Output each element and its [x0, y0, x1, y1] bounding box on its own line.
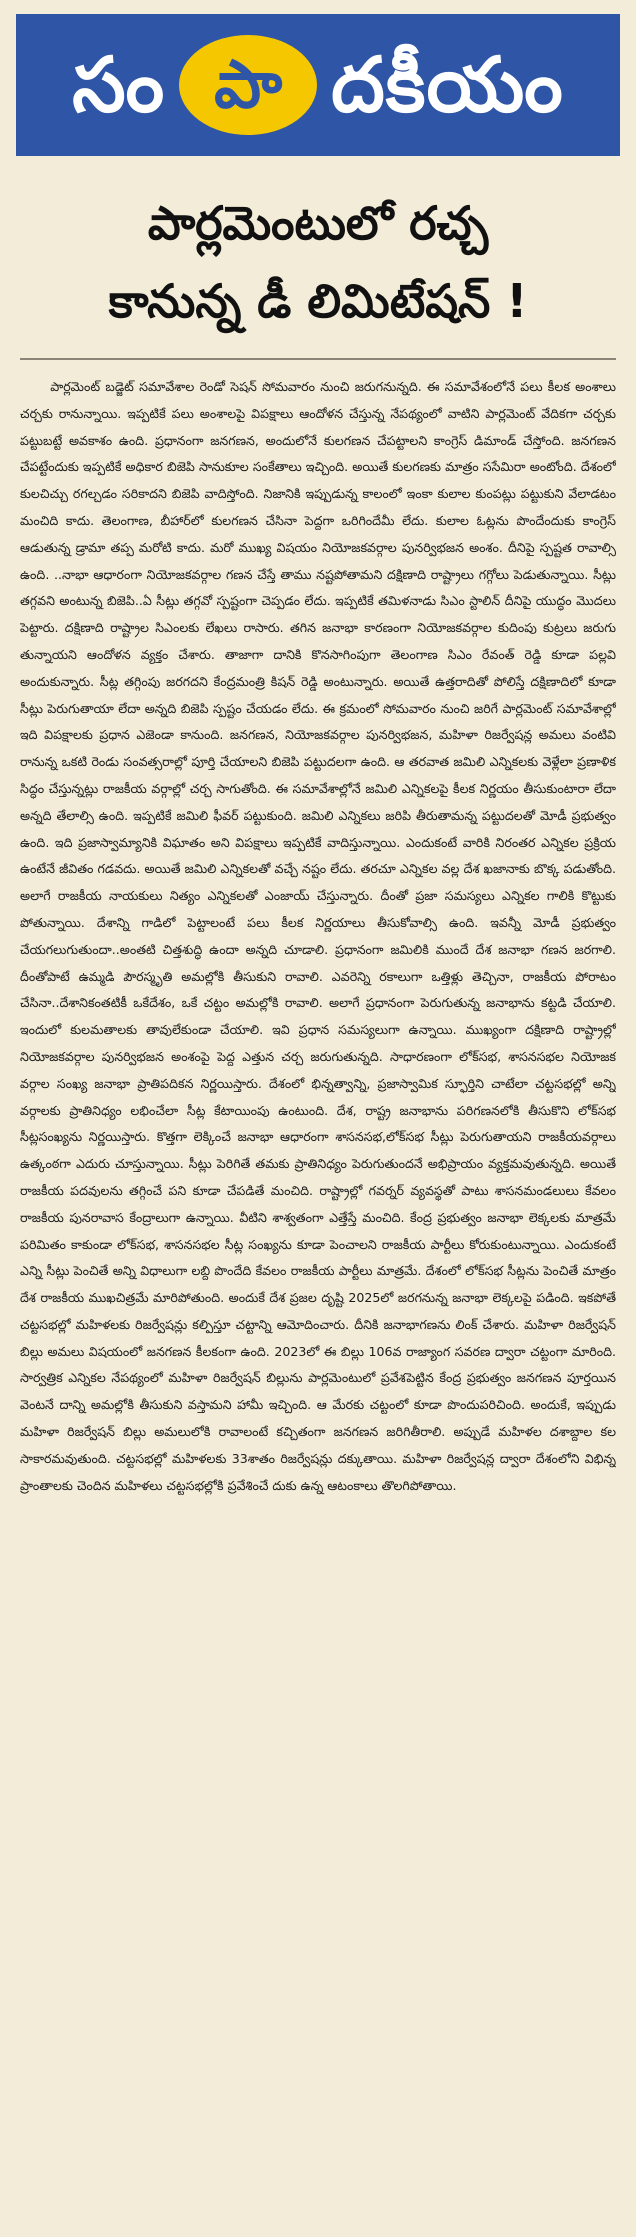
editorial-headline: [18, 184, 618, 340]
masthead-text-right: దకీయం: [331, 40, 564, 129]
page: [0, 14, 636, 2237]
masthead-text-left: సం: [72, 40, 166, 129]
masthead-badge-text: పా: [214, 46, 283, 123]
masthead-yellow-badge: [179, 35, 317, 135]
article-body: పార్లమెంట్ బడ్జెట్ సమావేశాల రెండో సెషన్ సోమవారం నుంచి జరుగనున్నది. ఈ సమావేశంలోనే పలు కీలక అంశాలు చర్చకు రానున్నాయి. ఇప్పటికే పలు అంశాలపై విపక్షాలు ఆందోళన చేస్తున్న నేపథ్యంలో వాటిని పార్లమెంట్ వేదికగా చర్చకు పట్టుబట్టే అవకాశం ఉంది. ప్రధానంగా జనగణన, అందులోనే కులగణన చేపట్టాలని కాంగ్రెస్ డిమాండ్ చేస్తోంది. జనగణన చేపట్టేందుకు ఇప్పటికే అధికార బిజెపి సానుకూల సంకేతాలు ఇచ్చింది. అయితే కులగణకు మాత్రం ససేమిరా అంటోంది. దేశంలో కులచిచ్చు రగల్చడం సరికాదని బిజెపి వాదిస్తోంది. నిజానికి ఇప్పుడున్న కాలంలో ఇంకా కులాల కుంపట్లు పట్టుకుని వేలాడటం మంచిది కాదు. తెలంగాణ, బీహార్‌లో కులగణన చేసినా పెద్దగా ఒరిగిందేమీ లేదు. కులాల ఓట్లను పొందేందుకు కాంగ్రెస్ ఆడుతున్న డ్రామా తప్ప మరోటి కాదు. మరో ముఖ్య విషయం నియోజకవర్గాల పునర్విభజన అంశం. దీనిపై స్పష్టత రావాల్సి ఉంది. ..నాభా ఆధారంగా నియోజకవర్గాల గణన చేస్తే తాము నష్టపోతామని దక్షిణాది రాష్ట్రాలు గగ్గోలు పెడుతున్నాయి. సీట్లు తగ్గవని అంటున్న బిజెపి..ఏ సీట్లు తగ్గవో స్పష్టంగా చెప్పడం లేదు. ఇప్పటికే తమిళనాడు సిఎం స్టాలిన్ దీనిపై యుద్ధం మొదలు పెట్టారు. దక్షిణాది రాష్ట్రాల సిఎంలకు లేఖలు రాసారు. తగిన జనాభా కారణంగా నియోజకవర్గాల కుదింపు కుట్రలు జరుగు తున్నాయని ఆందోళన వ్యక్తం చేశారు. తాజాగా దానికి కొనసాగింపుగా తెలంగాణ సిఎం రేవంత్ రెడ్డి కూడా పల్లవి అందుకున్నారు. సీట్ల తగ్గింపు జరగదని కేంద్రమంత్రి కిషన్ రెడ్డి అంటున్నారు. అయితే ఉత్తరాదితో పోలిస్తే దక్షిణాదిలో కూడా సీట్లు పెరుగుతాయా లేదా అన్నది బిజెపి స్పష్టం చేయడం లేదు. ఈ క్రమంలో సోమవారం నుంచి జరిగే పార్లమెంట్ సమావేశాల్లో ఇది విపక్షాలకు ప్రధాన ఎజెండా కానుంది. జనగణన, నియోజకవర్గాల పునర్విభజన, మహిళా రిజర్వేషన్ల అమలు వంటివి రానున్న ఒకటి రెండు సంవత్సరాల్లో పూర్తి చేయాలని బిజెపి పట్టుదలగా ఉంది. ఆ తరవాత జమిలి ఎన్నికలకు వెళ్లేలా ప్రణాళిక సిద్ధం చేస్తున్నట్లు రాజకీయ వర్గాల్లో చర్చ సాగుతోంది. ఈ సమావేశాల్లోనే జమిలి ఎన్నికలపై కీలక నిర్ణయం తీసుకుంటారా లేదా అన్నది తేలాల్సి ఉంది. ఇప్పటికే జమిలి ఫీవర్ పట్టుకుంది. జమిలి ఎన్నికలు జరిపి తీరుతామన్న పట్టుదలతో మోడీ ప్రభుత్వం ఉంది. ఇది ప్రజాస్వామ్యానికి విఘాతం అని విపక్షాలు ఇప్పటికే వాదిస్తున్నాయి. ఎందుకంటే వారికి నిరంతర ఎన్నికల ప్రక్రియ ఉంటేనే జీవితం గడవదు. అయితే జమిలి ఎన్నికలతో వచ్చే నష్టం లేదు. తరచూ ఎన్నికల వల్ల దేశ ఖజానాకు బొక్క పడుతోంది. అలాగే రాజకీయ నాయకులు నిత్యం ఎన్నికలతో ఎంజాయ్ చేస్తున్నారు. దీంతో ప్రజా సమస్యలు ఎన్నికల గాలికి కొట్టుకు పోతున్నాయి. దేశాన్ని గాడిలో పెట్టాలంటే పలు కీలక నిర్ణయాలు తీసుకోవాల్సి ఉంది. ఇవన్నీ మోడీ ప్రభుత్వం చేయగలుగుతుందా..అంతటి చిత్తశుద్ధి ఉందా అన్నది చూడాలి. ప్రధానంగా జమిలికి ముందే దేశ జనాభా గణన జరగాలి. దీంతోపాటే ఉమ్మడి పౌరస్మృతి అమల్లోకి తీసుకుని రావాలి. ఎవరెన్ని రకాలుగా ఒత్తిళ్లు తెచ్చినా, రాజకీయ పోరాటం చేసినా..దేశానికంతటికీ ఒకేదేశం, ఒకే చట్టం అమల్లోకి రావాలి. అలాగే ప్రధానంగా పెరుగుతున్న జనాభాను కట్టడి చేయాలి. ఇందులో కులమతాలకు తావులేకుండా చేయాలి. ఇవి ప్రధాన సమస్యలుగా ఉన్నాయి. ముఖ్యంగా దక్షిణాది రాష్ట్రాల్లో నియోజకవర్గాల పునర్విభజన అంశంపై పెద్ద ఎత్తున చర్చ జరుగుతున్నది. సాధారణంగా లోక్‌సభ, శాసనసభల నియోజక వర్గాల సంఖ్య జనాభా ప్రాతిపదికన నిర్ణయిస్తారు. దేశంలో భిన్నత్వాన్ని, ప్రజాస్వామిక స్ఫూర్తిని చాటేలా చట్టసభల్లో అన్ని వర్గాలకు ప్రాతినిధ్యం లభించేలా సీట్ల కేటాయింపు ఉంటుంది. దేశ, రాష్ట్ర జనాభాను పరిగణనలోకి తీసుకొని లోక్‌సభ సీట్లసంఖ్యను నిర్ణయిస్తారు. కొత్తగా లెక్కించే జనాభా ఆధారంగా శాసనసభ,లోక్‌సభ సీట్లు పెరుగుతాయని రాజకీయవర్గాలు ఉత్కంఠగా ఎదురు చూస్తున్నాయి. సీట్లు పెరిగితే తమకు ప్రాతినిధ్యం పెరుగుతుందనే అభిప్రాయం వ్యక్తమవుతున్నది. అయితే రాజకీయ పదవులను తగ్గించే పని కూడా చేపడితే మంచిది. రాష్ట్రాల్లో గవర్నర్ వ్యవస్థతో పాటు శాసనమండలులు కేవలం రాజకీయ పునరావాస కేంద్రాలుగా ఉన్నాయి. వీటిని శాశ్వతంగా ఎత్తేస్తే మంచిది. కేంద్ర ప్రభుత్వం జనాభా లెక్కలకు మాత్రమే పరిమితం కాకుండా లోక్‌సభ, శాసనసభల సీట్ల సంఖ్యను కూడా పెంచాలని రాజకీయ పార్టీలు కోరుకుంటున్నాయి. ఎందుకంటే ఎన్ని సీట్లు పెంచితే అన్ని విధాలుగా లబ్ది పొందేది కేవలం రాజకీయ పార్టీలు మాత్రమే. దేశంలో లోక్‌సభ సీట్లను పెంచితే మాత్రం దేశ రాజకీయ ముఖచిత్రమే మారిపోతుంది. అందుకే దేశ ప్రజల దృష్టి 2025లో జరగనున్న జనాభా లెక్కలపై పడింది. ఇకపోతే చట్టసభల్లో మహిళలకు రిజర్వేషన్లు కల్పిస్తూ చట్టాన్ని ఆమోదించారు. దీనికి జనాభాగణను లింక్ చేశారు. మహిళా రిజర్వేషన్ బిల్లు అమలు విషయంలో జనగణన కీలకంగా ఉంది. 2023లో ఈ బిల్లు 106వ రాజ్యాంగ సవరణ ద్వారా చట్టంగా మారింది. సార్వత్రిక ఎన్నికల నేపథ్యంలో మహిళా రిజర్వేషన్ బిల్లును పార్లమెంటులో ప్రవేశపెట్టిన కేంద్ర ప్రభుత్వం జనగణన పూర్తయిన వెంటనే దాన్ని అమల్లోకి తీసుకుని వస్తామని హామీ ఇచ్చింది. ఆ మేరకు చట్టంలో కూడా పొందుపరిచింది. అందుకే, ఇప్పుడు మహిళా రిజర్వేషన్ బిల్లు అమలులోకి రావాలంటే కచ్చితంగా జనగణన జరిగితీరాలి. అప్పుడే మహిళల దశాబ్దాల కల సాకారమవుతుంది. చట్టసభల్లో మహిళలకు 33శాతం రిజర్వేషన్లు దక్కుతాయి. మహిళా రిజర్వేషన్ల ద్వారా దేశంలోని విభిన్న ప్రాంతాలకు చెందిన మహిళలు చట్టసభల్లోకి ప్రవేశించే దుకు ఉన్న ఆటంకాలు తొలగిపోతాయి.: [20, 379, 616, 1493]
headline-line-1: పార్లమెంటులో రచ్చ: [147, 196, 489, 250]
headline-line-2: కానున్న డీ లిమిటేషన్ !: [108, 274, 528, 328]
masthead-banner: [16, 14, 620, 156]
headline-divider: [20, 358, 616, 360]
masthead-logo: [72, 35, 564, 135]
